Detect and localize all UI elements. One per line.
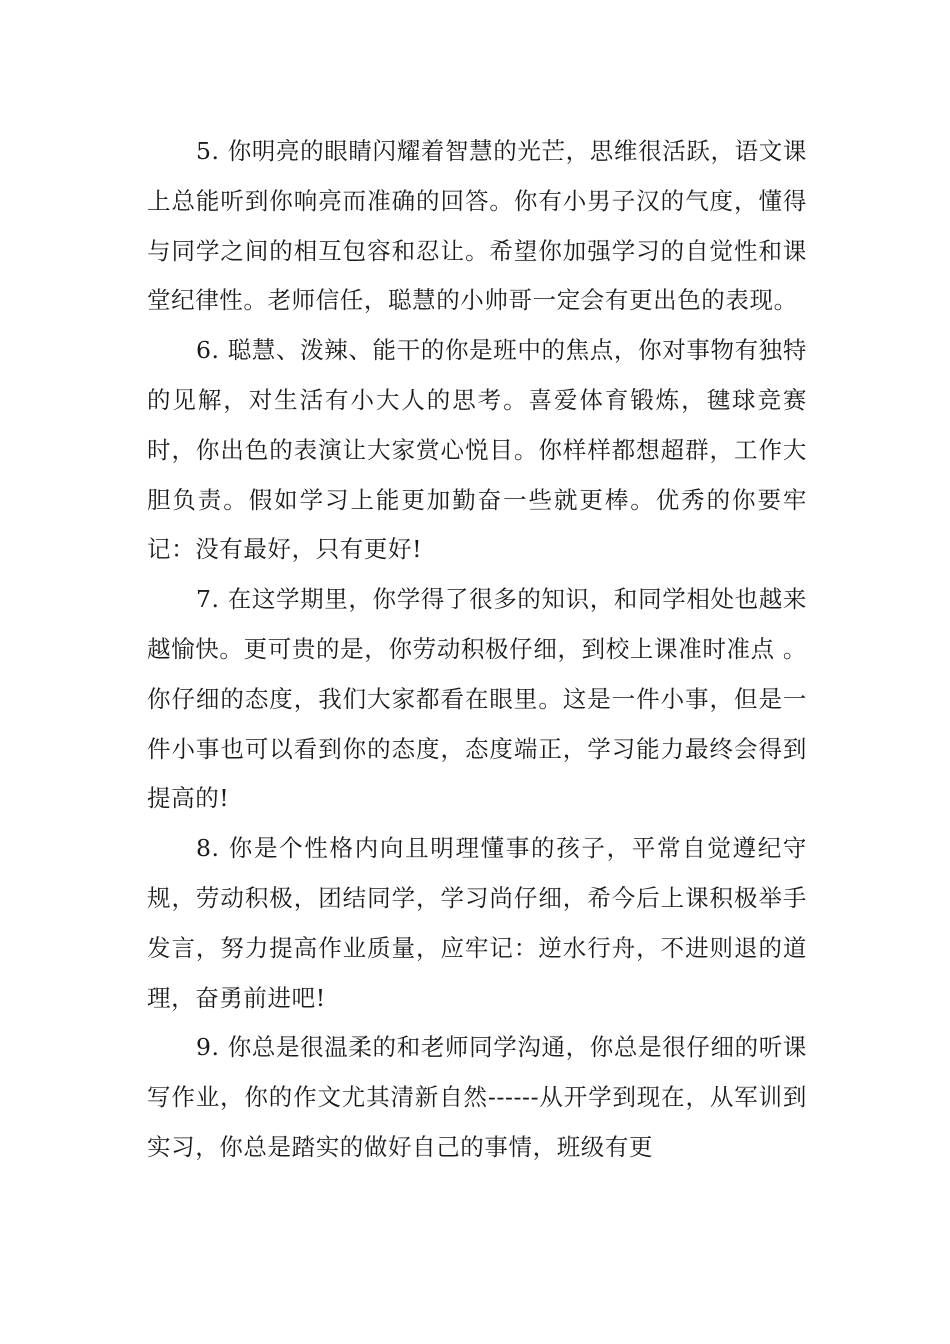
comment-paragraph-8: 8. 你是个性格内向且明理懂事的孩子，平常自觉遵纪守规，劳动积极，团结同学，学习尚仔细，希今后上课积极举手发言，努力提高作业质量，应牢记：逆水行舟，不进则退的道理，奋勇前进吧! (147, 834, 807, 1012)
comment-paragraph-5: 5. 你明亮的眼睛闪耀着智慧的光芒，思维很活跃，语文课上总能听到你响亮而准确的回答。你有小男子汉的气度，懂得与同学之间的相互包容和忍让。希望你加强学习的自觉性和课堂纪律性。老师信任，聪慧的小帅哥一定会有更出色的表现。 (147, 137, 807, 315)
comment-paragraph-9: 9. 你总是很温柔的和老师同学沟通，你总是很仔细的听课写作业，你的作文尤其清新自然------从开学到现在，从军训到实习，你总是踏实的做好自己的事情，班级有更 (147, 1033, 807, 1161)
comment-paragraph-7: 7. 在这学期里，你学得了很多的知识，和同学相处也越来越愉快。更可贵的是，你劳动积极仔细，到校上课准时准点 。你仔细的态度，我们大家都看在眼里。这是一件小事，但是一件小事也可以看到你的态度，态度端正，学习能力最终会得到提高的! (147, 585, 807, 813)
comment-paragraph-6: 6. 聪慧、泼辣、能干的你是班中的焦点，你对事物有独特的见解，对生活有小大人的思考。喜爱体育锻炼，毽球竞赛时，你出色的表演让大家赏心悦目。你样样都想超群，工作大胆负责。假如学习上能更加勤奋一些就更棒。优秀的你要牢记：没有最好，只有更好! (147, 336, 807, 564)
document-body (147, 127, 807, 1173)
